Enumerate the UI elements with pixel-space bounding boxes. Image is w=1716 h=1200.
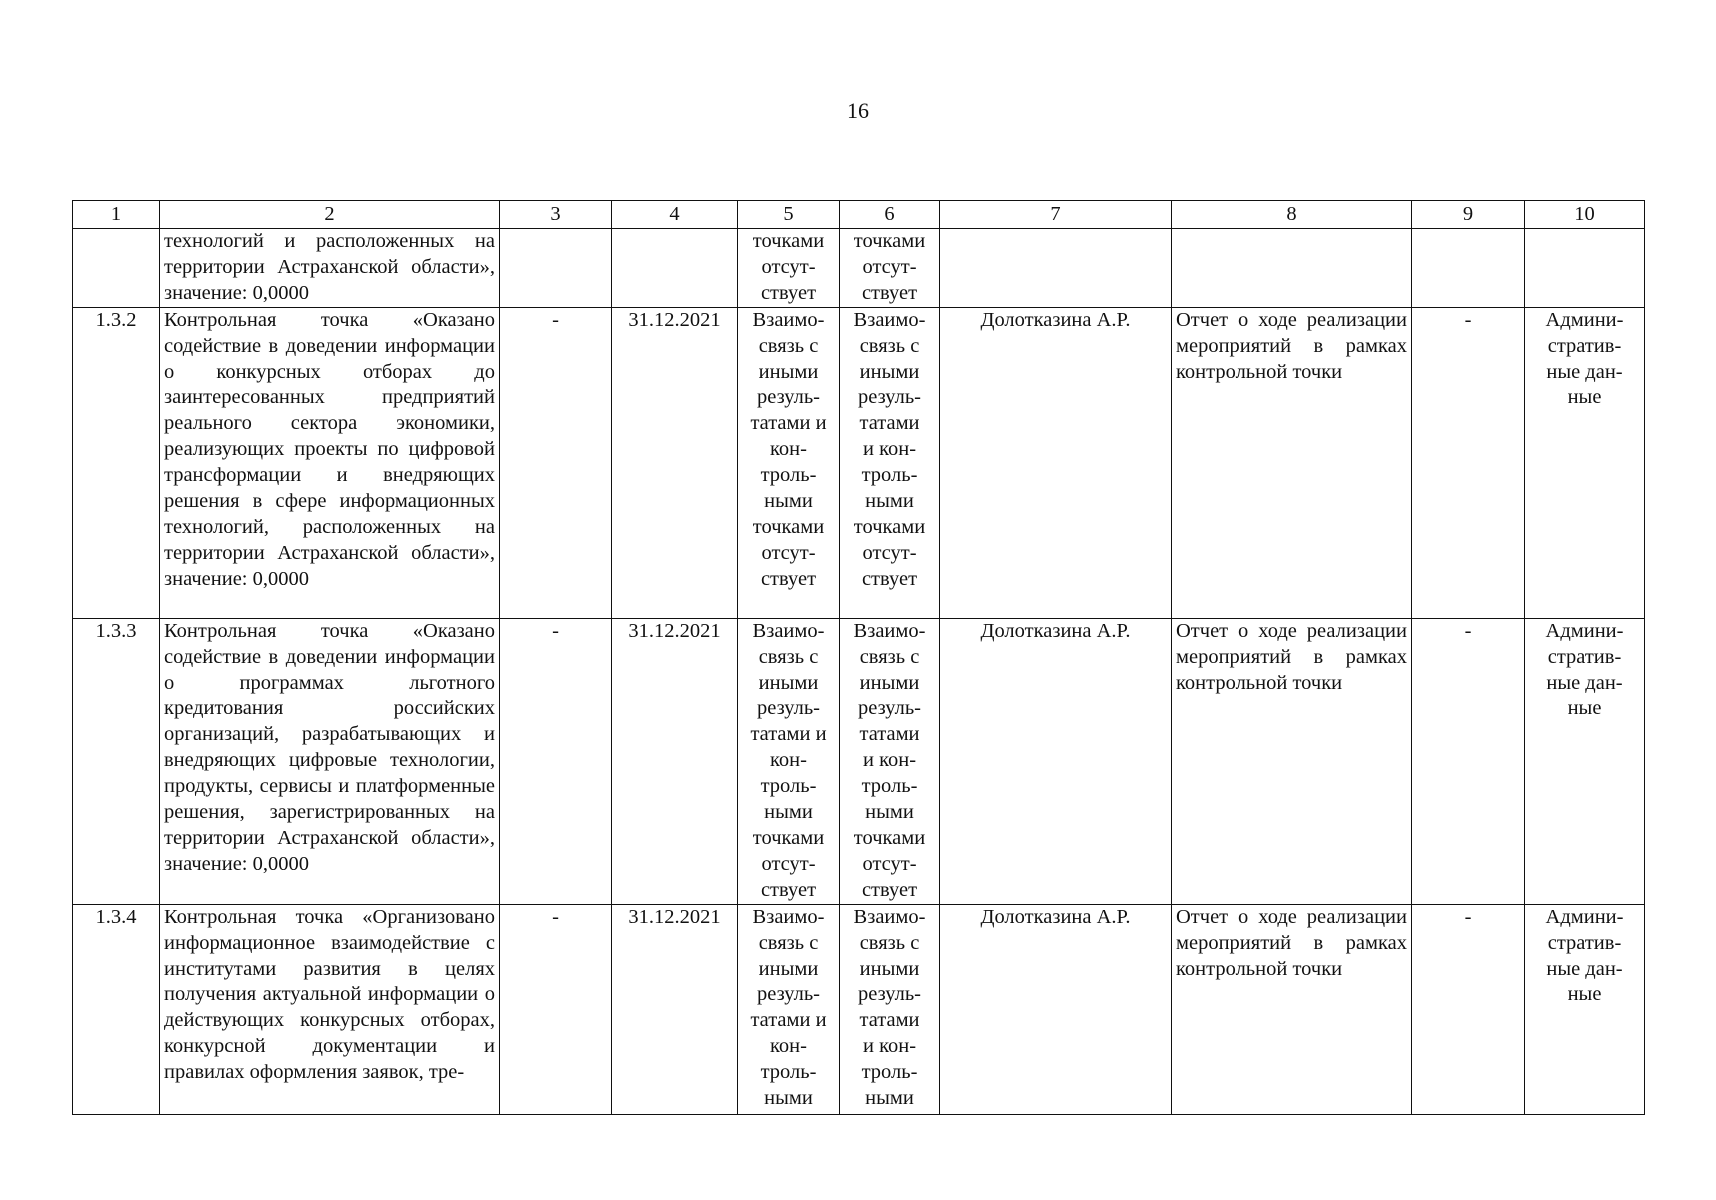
row-responsible [940, 229, 1172, 308]
page-number: 16 [847, 98, 869, 123]
header-cell: 2 [160, 201, 500, 229]
row-col9 [1412, 229, 1525, 308]
row-id: 1.3.4 [73, 904, 160, 1114]
row-col5: точками отсут- ствует [738, 229, 840, 308]
header-cell: 9 [1412, 201, 1525, 229]
row-responsible: Долотказина А.Р. [940, 904, 1172, 1114]
row-date: 31.12.2021 [612, 904, 738, 1114]
header-cell: 6 [840, 201, 940, 229]
row-id [73, 229, 160, 308]
row-date [612, 229, 738, 308]
row-col3 [500, 229, 612, 308]
row-col3: - [500, 307, 612, 618]
row-col9: - [1412, 904, 1525, 1114]
row-col3: - [500, 904, 612, 1114]
row-col6: Взаимо- связь с иными резуль- татами и кон- троль- ными точками отсут- ствует [840, 618, 940, 904]
row-id: 1.3.3 [73, 618, 160, 904]
header-cell: 1 [73, 201, 160, 229]
row-source [1525, 229, 1645, 308]
row-col6: точками отсут- ствует [840, 229, 940, 308]
row-source: Админи- стратив- ные дан- ные [1525, 618, 1645, 904]
row-description: Контрольная точка «Организовано информационное взаимодействие с институтами развития в целях получения актуальной информации о действующих конкурсных отборах, конкурсной документации и правилах оформления заявок, тре- [160, 904, 500, 1114]
header-row [73, 201, 1645, 229]
control-points-table [72, 200, 1645, 1115]
row-col9: - [1412, 618, 1525, 904]
row-col9: - [1412, 307, 1525, 618]
header-cell: 10 [1525, 201, 1645, 229]
row-col5: Взаимо- связь с иными резуль- татами и кон- троль- ными [738, 904, 840, 1114]
row-report [1172, 229, 1412, 308]
header-cell: 7 [940, 201, 1172, 229]
row-responsible: Долотказина А.Р. [940, 618, 1172, 904]
table-row [73, 307, 1645, 618]
table-row [73, 904, 1645, 1114]
header-cell: 4 [612, 201, 738, 229]
row-date: 31.12.2021 [612, 307, 738, 618]
row-responsible: Долотказина А.Р. [940, 307, 1172, 618]
row-col6: Взаимо- связь с иными резуль- татами и кон- троль- ными [840, 904, 940, 1114]
row-report: Отчет о ходе реализации мероприятий в рамках контрольной точки [1172, 618, 1412, 904]
row-col6: Взаимо- связь с иными резуль- татами и кон- троль- ными точками отсут- ствует [840, 307, 940, 618]
table-row [73, 618, 1645, 904]
row-report: Отчет о ходе реализации мероприятий в рамках контрольной точки [1172, 307, 1412, 618]
header-cell: 5 [738, 201, 840, 229]
table-row [73, 229, 1645, 308]
row-col3: - [500, 618, 612, 904]
row-report: Отчет о ходе реализации мероприятий в рамках контрольной точки [1172, 904, 1412, 1114]
row-col5: Взаимо- связь с иными резуль- татами и кон- троль- ными точками отсут- ствует [738, 307, 840, 618]
row-id: 1.3.2 [73, 307, 160, 618]
header-cell: 8 [1172, 201, 1412, 229]
header-cell: 3 [500, 201, 612, 229]
row-source: Админи- стратив- ные дан- ные [1525, 904, 1645, 1114]
row-date: 31.12.2021 [612, 618, 738, 904]
row-description: Контрольная точка «Оказано содействие в доведении информации о программах льготного кредитования российских организаций, разрабатывающих и внедряющих цифровые технологии, продукты, сервисы и платформенные решения, зарегистрированных на территории Астраханской области», значение: 0,0000 [160, 618, 500, 904]
row-source: Админи- стратив- ные дан- ные [1525, 307, 1645, 618]
row-col5: Взаимо- связь с иными резуль- татами и кон- троль- ными точками отсут- ствует [738, 618, 840, 904]
row-description: Контрольная точка «Оказано содействие в доведении информации о конкурсных отборах до заинтересованных предприятий реального сектора экономики, реализующих проекты по цифровой трансформации и внедряющих решения в сфере информационных технологий, расположенных на территории Астраханской области», значение: 0,0000 [160, 307, 500, 618]
row-description: технологий и расположенных на территории Астраханской области», значение: 0,0000 [160, 229, 500, 308]
